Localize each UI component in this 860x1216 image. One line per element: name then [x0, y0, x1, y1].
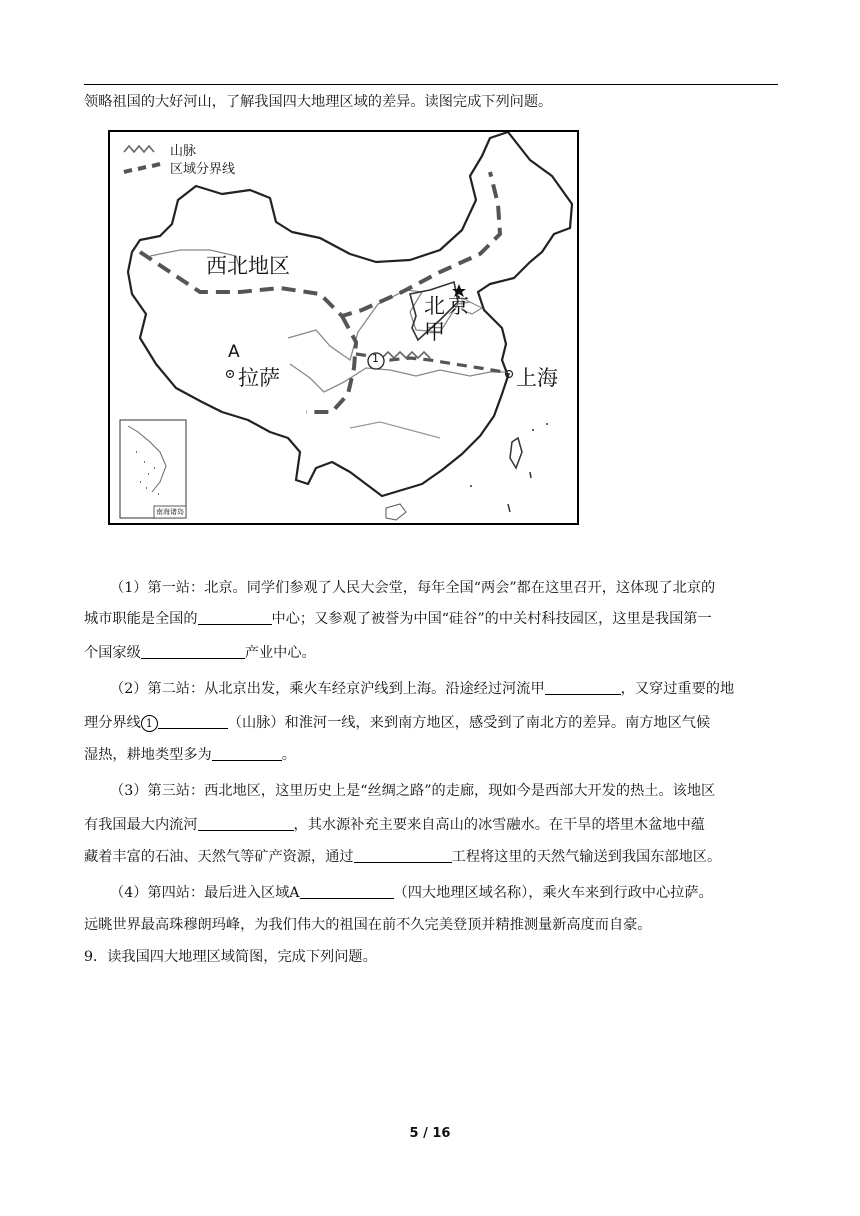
q3-line-3 [84, 846, 784, 868]
intro-text: 领略祖国的大好河山，了解我国四大地理区域的差异。读图完成下列问题。 [84, 94, 553, 110]
label-beijing-1: 北 [424, 294, 445, 318]
q2-line-1-text-a: （2）第二站：从北京出发，乘火车经京沪线到上海。沿途经过河流甲 [110, 681, 545, 697]
map-drawing [110, 132, 577, 523]
legend-boundary-icon [124, 164, 160, 172]
q1-line-3-text-a: 个国家级 [84, 645, 141, 661]
q3-line-2-text-b: ，其水源补充主要来自高山的冰雪融水。在干旱的塔里木盆地中蕴 [293, 817, 705, 833]
q2-line-1 [110, 678, 784, 700]
lhasa-marker-dot [229, 373, 231, 375]
q1-line-3 [84, 642, 784, 664]
q3-line-2-text-a: 有我国最大内流河 [84, 817, 198, 833]
answer-blank-q3-project[interactable] [354, 847, 452, 863]
label-beijing-2: 京 [448, 294, 469, 318]
inset-map-frame [120, 420, 186, 518]
q1-line-3-text-b: 产业中心。 [244, 645, 316, 661]
china-regions-map [108, 130, 579, 525]
answer-blank-q2-river[interactable] [545, 679, 621, 695]
answer-blank-q2-farmland[interactable] [212, 745, 282, 761]
q1-line-2-text-a: 城市职能是全国的 [84, 611, 198, 627]
q3-line-3-text-b: 工程将这里的天然气输送到我国东部地区。 [451, 849, 722, 865]
q4-line-2: 远眺世界最高珠穆朗玛峰，为我们伟大的祖国在前不久完美登顶并精推测量新高度而自豪。 [84, 917, 652, 933]
q3-line-1: （3）第三站：西北地区，这里历史上是“丝绸之路”的走廊，现如今是西部大开发的热土。该地区 [110, 783, 716, 799]
answer-blank-q3-river[interactable] [198, 815, 294, 831]
q1-line-2 [84, 608, 784, 630]
q1-line-1: （1）第一站：北京。同学们参观了人民大会堂，每年全国“两会”都在这里召开，这体现了北京的 [110, 580, 716, 596]
answer-blank-q1-industry[interactable] [141, 643, 245, 659]
q1-line-2-text-b: 中心；又参观了被誉为中国“硅谷”的中关村科技园区，这里是我国第一 [271, 611, 712, 627]
taiwan-island [510, 438, 522, 468]
q2-line-2 [84, 712, 784, 734]
circled-number-1: 1 [141, 715, 158, 732]
q2-line-3 [84, 744, 784, 766]
q2-line-2-text-b: （山脉）和淮河一线，来到南方地区，感受到了南北方的差异。南方地区气候 [227, 715, 711, 731]
q3-line-2 [84, 814, 784, 836]
answer-blank-q1-function[interactable] [198, 609, 272, 625]
q2-line-2-text-a: 理分界线 [84, 715, 141, 731]
header-rule [84, 84, 778, 85]
legend-mountain-icon [124, 146, 154, 152]
q4-line-1-text-a: （4）第四站：最后进入区域A [110, 885, 300, 901]
q4-line-1-text-b: （四大地理区域名称），乘火车来到行政中心拉萨。 [393, 885, 713, 901]
q9-text: 9．读我国四大地理区域简图，完成下列问题。 [84, 949, 377, 965]
answer-blank-q4-region[interactable] [300, 883, 394, 899]
label-lhasa: 拉萨 [238, 366, 280, 390]
label-northwest-region: 西北地区 [206, 254, 290, 278]
q2-line-3-text-a: 湿热，耕地类型多为 [84, 747, 212, 763]
legend-mountain-label: 山脉 [170, 144, 197, 159]
answer-blank-q2-mountain[interactable] [158, 713, 228, 729]
pearl-river [350, 422, 440, 438]
q2-line-1-text-b: ，又穿过重要的地 [620, 681, 735, 697]
q4-line-1 [110, 882, 784, 904]
label-river-jia: 甲 [424, 320, 445, 344]
legend-boundary-label: 区域分界线 [170, 162, 236, 177]
inset-label: 南海诸岛 [156, 508, 184, 516]
qinling-mountains [382, 352, 430, 358]
island-dots [470, 424, 548, 512]
label-marker-1: 1 [372, 352, 379, 365]
shanghai-marker-dot [508, 373, 510, 375]
q3-line-3-text-a: 藏着丰富的石油、天然气等矿产资源，通过 [84, 849, 354, 865]
page-number: 5 / 16 [409, 1126, 451, 1141]
hainan-island [386, 504, 406, 520]
label-region-a: A [228, 342, 240, 362]
label-shanghai: 上海 [516, 366, 558, 390]
q2-line-3-text-b: 。 [281, 747, 296, 763]
